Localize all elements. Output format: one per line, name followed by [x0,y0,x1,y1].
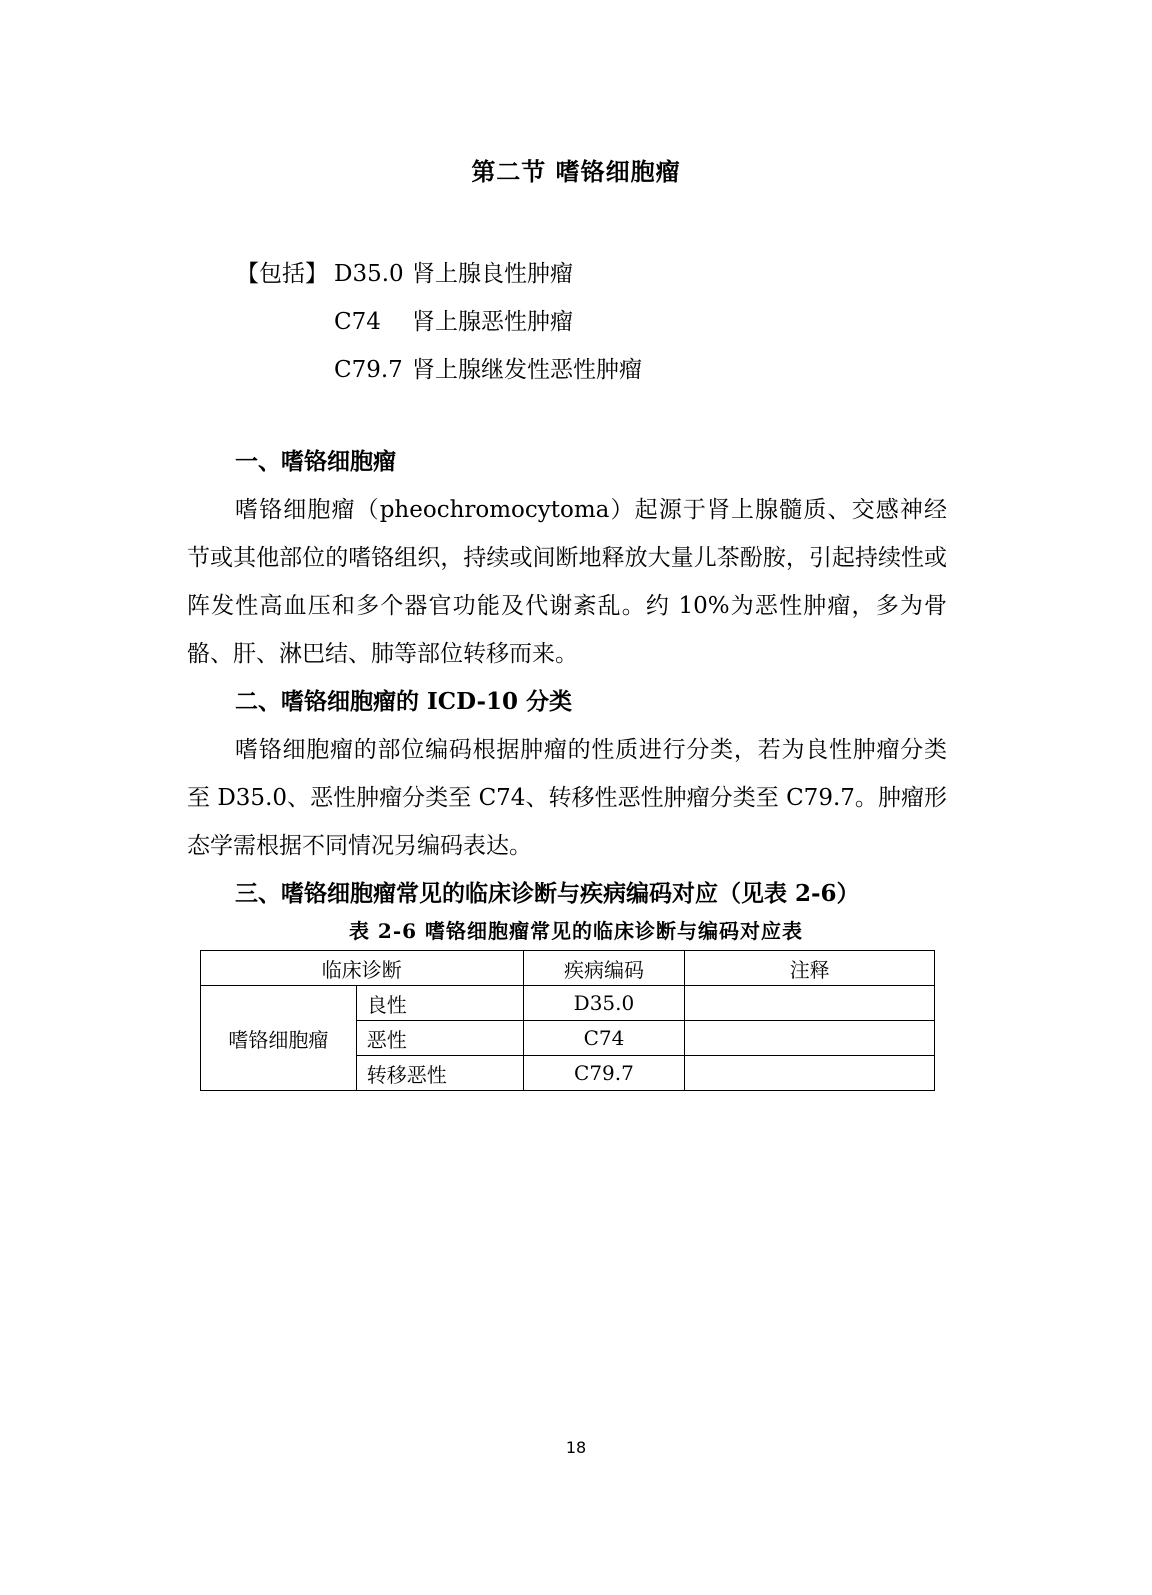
section-heading: 三、嗜铬细胞瘤常见的临床诊断与疾病编码对应（见表 2-6） [235,880,860,907]
cell-code: C74 [523,1021,685,1056]
cell-type: 恶性 [356,1021,523,1056]
cell-code: C79.7 [523,1056,685,1091]
includes-row [236,346,642,394]
section-heading: 二、嗜铬细胞瘤的 ICD-10 分类 [235,688,573,715]
includes-row [236,250,642,298]
includes-description: 肾上腺继发性恶性肿瘤 [412,357,642,383]
cell-code: D35.0 [523,986,685,1021]
header-code: 疾病编码 [523,951,685,986]
body-text [187,438,947,918]
header-diagnosis: 临床诊断 [201,951,524,986]
diagnosis-code-table [200,950,935,1091]
section-paragraph: 嗜铬细胞瘤（pheochromocytoma）起源于肾上腺髓质、交感神经节或其他部位的嗜铬组织，持续或间断地释放大量儿茶酚胺，引起持续性或阵发性高血压和多个器官功能及代谢紊乱。约 10%为恶性肿瘤，多为骨骼、肝、淋巴结、肺等部位转移而来。 [187,497,947,667]
table-row [201,986,935,1021]
group-label: 嗜铬细胞瘤 [201,986,357,1091]
includes-description: 肾上腺恶性肿瘤 [412,309,573,335]
includes-spacer [236,298,334,346]
cell-type: 转移恶性 [356,1056,523,1091]
cell-note [685,1021,935,1056]
table-caption: 表 2-6 嗜铬细胞瘤常见的临床诊断与编码对应表 [348,919,804,943]
section-heading: 一、嗜铬细胞瘤 [235,448,396,475]
includes-code: C74 [334,309,381,335]
section-paragraph: 嗜铬细胞瘤的部位编码根据肿瘤的性质进行分类，若为良性肿瘤分类至 D35.0、恶性肿瘤分类至 C74、转移性恶性肿瘤分类至 C79.7。肿瘤形态学需根据不同情况另编码表达。 [187,737,947,859]
includes-block [236,250,642,394]
section-title: 第二节 嗜铬细胞瘤 [471,157,681,186]
cell-type: 良性 [356,986,523,1021]
header-note: 注释 [685,951,935,986]
table-header-row [201,951,935,986]
includes-prefix: 【包括】 [236,261,328,287]
cell-note [685,986,935,1021]
includes-description: 肾上腺良性肿瘤 [412,261,573,287]
includes-row [236,298,642,346]
includes-code: C79.7 [334,357,403,383]
page-number: 18 [565,1438,587,1457]
includes-code: D35.0 [334,261,404,287]
cell-note [685,1056,935,1091]
includes-spacer [236,346,334,394]
